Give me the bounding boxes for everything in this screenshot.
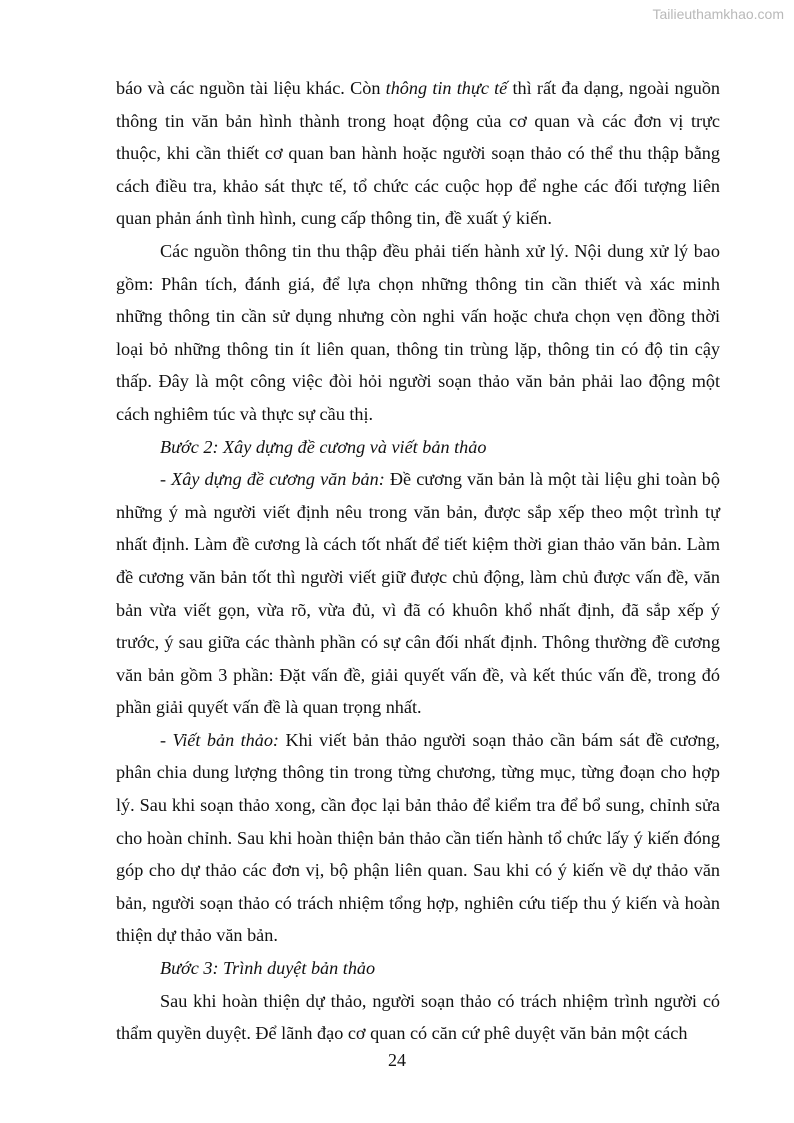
paragraph-1-rest: thì rất đa dạng, ngoài nguồn thông tin văn bản hình thành trong hoạt động của cơ quan và các đơn vị trực thuộc, khi cần thiết cơ quan ban hành hoặc người soạn thảo có thể thu thập bằng cách điều tra, khảo sát thực tế, tổ chức các cuộc họp để nghe các đối tượng liên quan phản ánh tình hình, cung cấp thông tin, đề xuất ý kiến. [116,78,721,229]
paragraph-2: Các nguồn thông tin thu thập đều phải tiến hành xử lý. Nội dung xử lý bao gồm: Phân tích, đánh giá, để lựa chọn những thông tin cần thiết và xác minh những thông tin cần sử dụng nhưng còn nghi vấn hoặc chưa chọn vẹn đồng thời loại bỏ những thông tin ít liên quan, thông tin trùng lặp, thông tin có độ tin cậy thấp. Đây là một công việc đòi hỏi người soạn thảo văn bản phải lao động một cách nghiêm túc và thực sự cầu thị. [116,240,720,424]
page-number: 24 [388,1050,406,1070]
paragraph-3 [116,463,720,724]
paragraph-1 [116,72,720,235]
heading-step-2: Bước 2: Xây dựng đề cương và viết bản thảo [160,436,487,457]
page-body [116,72,720,1050]
paragraph-1-start: báo và các nguồn tài liệu khác. Còn [116,78,386,98]
paragraph-4-dash: - [160,729,173,750]
paragraph-3-rest: Đề cương văn bản là một tài liệu ghi toàn bộ những ý mà người viết định nêu trong văn bản, được sắp xếp theo một trình tự nhất định. Làm đề cương là cách tốt nhất để tiết kiệm thời gian thảo văn bản. Làm đề cương văn bản tốt thì người viết giữ được chủ động, làm chủ được vấn đề, văn bản vừa viết gọn, vừa rõ, vừa đủ, vì đã có khuôn khổ nhất định, đã sắp xếp ý trước, ý sau giữa các thành phần có sự cân đối nhất định. Thông thường đề cương văn bản gồm 3 phần: Đặt vấn đề, giải quyết vấn đề, và kết thúc vấn đề, trong đó phần giải quyết vấn đề là quan trọng nhất. [116,469,720,718]
paragraph-1-emphasis: thông tin thực tế [385,78,508,98]
paragraph-3-emphasis: - Xây dựng đề cương văn bản: [160,469,385,490]
paragraph-4 [116,724,720,952]
paragraph-5: Sau khi hoàn thiện dự thảo, người soạn thảo có trách nhiệm trình người có thẩm quyền duyệt. Để lãnh đạo cơ quan có căn cứ phê duyệt văn bản một cách [116,990,720,1044]
heading-step-3: Bước 3: Trình duyệt bản thảo [160,958,376,979]
paragraph-4-rest: Khi viết bản thảo người soạn thảo cần bám sát đề cương, phân chia dung lượng thông tin trong từng chương, từng mục, từng đoạn cho hợp lý. Sau khi soạn thảo xong, cần đọc lại bản thảo để kiểm tra để bổ sung, chỉnh sửa cho hoàn chỉnh. Sau khi hoàn thiện bản thảo cần tiến hành tổ chức lấy ý kiến đóng góp cho dự thảo các đơn vị, bộ phận liên quan. Sau khi có ý kiến về dự thảo văn bản, người soạn thảo có trách nhiệm tổng hợp, nghiên cứu tiếp thu ý kiến và hoàn thiện dự thảo văn bản. [116,729,720,946]
watermark: Tailieuthamkhao.com [652,6,784,22]
paragraph-4-emphasis: Viết bản thảo: [172,729,279,750]
